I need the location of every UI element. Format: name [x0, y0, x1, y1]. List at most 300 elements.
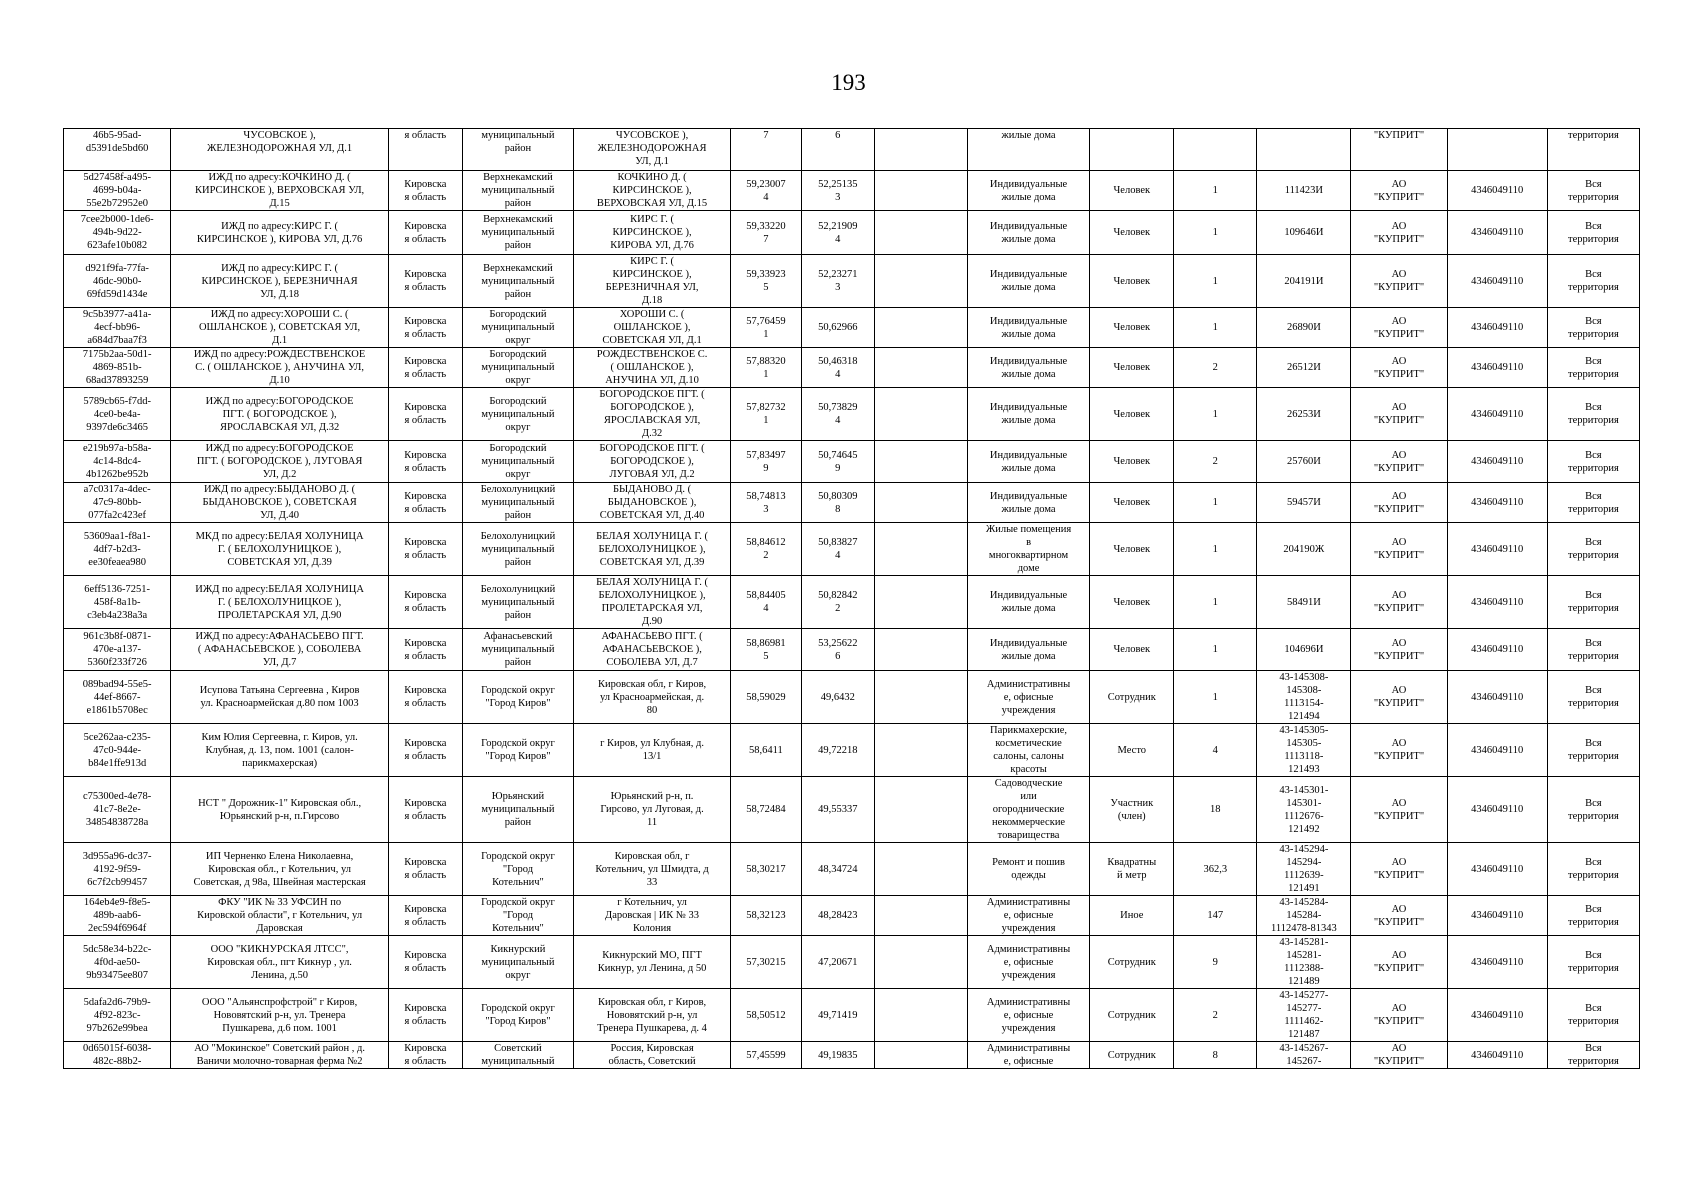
cell-longitude: 50,82842 2 — [801, 576, 874, 629]
cell-address: КОЧКИНО Д. ( КИРСИНСКОЕ ), ВЕРХОВСКАЯ УЛ, Д.15 — [574, 171, 731, 211]
cell-category: Жилые помещения в многоквартирном доме — [967, 523, 1089, 576]
table-row — [64, 441, 1640, 483]
cell-category: Индивидуальные жилые дома — [967, 211, 1089, 255]
cell-operator: АО "КУПРИТ" — [1351, 308, 1447, 348]
cell-municipality: Кикнурский муниципальный округ — [462, 936, 573, 989]
cell-registry-number: 43-145284- 145284- 1112478-81343 — [1257, 896, 1351, 936]
cell-inn: 4346049110 — [1447, 308, 1547, 348]
cell-zone: Вся территория — [1547, 441, 1639, 483]
cell-category: Административны е, офисные учреждения — [967, 936, 1089, 989]
cell-municipality: Белохолуницкий муниципальный район — [462, 523, 573, 576]
cell-category: Индивидуальные жилые дома — [967, 348, 1089, 388]
cell-municipality: Городской округ "Город Котельнич" — [462, 896, 573, 936]
cell-region: Кировска я область — [388, 629, 462, 671]
cell-address: Кировская обл, г Котельнич, ул Шмидта, д 33 — [574, 843, 731, 896]
cell-registry-number: 204191И — [1257, 255, 1351, 308]
cell-region: Кировска я область — [388, 523, 462, 576]
cell-municipality: Юрьянский муниципальный район — [462, 777, 573, 843]
cell-unit: Человек — [1090, 483, 1174, 523]
cell-municipality: Белохолуницкий муниципальный район — [462, 576, 573, 629]
cell-empty-col — [874, 211, 967, 255]
cell-quantity: 4 — [1174, 724, 1257, 777]
cell-unit: Человек — [1090, 388, 1174, 441]
cell-municipality: Советский муниципальный — [462, 1042, 573, 1069]
cell-inn — [1447, 129, 1547, 171]
cell-quantity: 362,3 — [1174, 843, 1257, 896]
cell-category: Административны е, офисные — [967, 1042, 1089, 1069]
cell-latitude: 58,30217 — [731, 843, 802, 896]
cell-inn: 4346049110 — [1447, 388, 1547, 441]
cell-name-address: ИЖД по адресу:БЕЛАЯ ХОЛУНИЦА Г. ( БЕЛОХОЛУНИЦКОЕ ), ПРОЛЕТАРСКАЯ УЛ, Д.90 — [171, 576, 389, 629]
table-row — [64, 576, 1640, 629]
cell-region: Кировска я область — [388, 936, 462, 989]
cell-operator: АО "КУПРИТ" — [1351, 724, 1447, 777]
table-row — [64, 843, 1640, 896]
cell-unit: Человек — [1090, 255, 1174, 308]
cell-empty-col — [874, 629, 967, 671]
cell-uuid: 3d955a96-dc37- 4192-9f59- 6c7f2cb99457 — [64, 843, 171, 896]
cell-name-address: ИП Черненко Елена Николаевна, Кировская обл., г Котельнич, ул Советская, д 98а, Швейная мастерская — [171, 843, 389, 896]
cell-unit: Человек — [1090, 441, 1174, 483]
cell-latitude: 7 — [731, 129, 802, 171]
cell-operator: АО "КУПРИТ" — [1351, 441, 1447, 483]
cell-quantity: 9 — [1174, 936, 1257, 989]
cell-address: ХОРОШИ С. ( ОШЛАНСКОЕ ), СОВЕТСКАЯ УЛ, Д.1 — [574, 308, 731, 348]
cell-municipality: Городской округ "Город Киров" — [462, 671, 573, 724]
cell-empty-col — [874, 255, 967, 308]
cell-municipality: муниципальный район — [462, 129, 573, 171]
cell-inn: 4346049110 — [1447, 441, 1547, 483]
cell-empty-col — [874, 777, 967, 843]
cell-unit: Человек — [1090, 308, 1174, 348]
cell-latitude: 57,82732 1 — [731, 388, 802, 441]
cell-name-address: Исупова Татьяна Сергеевна , Киров ул. Красноармейская д.80 пом 1003 — [171, 671, 389, 724]
cell-unit: Человек — [1090, 629, 1174, 671]
cell-address: БЕЛАЯ ХОЛУНИЦА Г. ( БЕЛОХОЛУНИЦКОЕ ), СОВЕТСКАЯ УЛ, Д.39 — [574, 523, 731, 576]
table-row — [64, 523, 1640, 576]
cell-zone: Вся территория — [1547, 989, 1639, 1042]
cell-latitude: 57,30215 — [731, 936, 802, 989]
cell-operator: АО "КУПРИТ" — [1351, 171, 1447, 211]
cell-region: Кировска я область — [388, 483, 462, 523]
cell-uuid: 5dafa2d6-79b9- 4f92-823c- 97b262e99bea — [64, 989, 171, 1042]
cell-inn: 4346049110 — [1447, 629, 1547, 671]
cell-longitude: 52,21909 4 — [801, 211, 874, 255]
cell-longitude: 49,71419 — [801, 989, 874, 1042]
cell-name-address: ИЖД по адресу:БЫДАНОВО Д. ( БЫДАНОВСКОЕ ), СОВЕТСКАЯ УЛ, Д.40 — [171, 483, 389, 523]
cell-operator: АО "КУПРИТ" — [1351, 388, 1447, 441]
cell-unit: Сотрудник — [1090, 989, 1174, 1042]
cell-latitude: 58,86981 5 — [731, 629, 802, 671]
cell-zone: Вся территория — [1547, 777, 1639, 843]
cell-unit: Сотрудник — [1090, 1042, 1174, 1069]
cell-quantity: 1 — [1174, 483, 1257, 523]
cell-longitude: 49,6432 — [801, 671, 874, 724]
cell-uuid: e219b97a-b58a- 4c14-8dc4- 4b1262be952b — [64, 441, 171, 483]
cell-registry-number: 43-145294- 145294- 1112639- 121491 — [1257, 843, 1351, 896]
cell-zone: Вся территория — [1547, 348, 1639, 388]
table-row — [64, 211, 1640, 255]
cell-zone: Вся территория — [1547, 896, 1639, 936]
cell-uuid: 0d65015f-6038- 482c-88b2- — [64, 1042, 171, 1069]
cell-empty-col — [874, 576, 967, 629]
cell-municipality: Городской округ "Город Котельнич" — [462, 843, 573, 896]
cell-category: Индивидуальные жилые дома — [967, 441, 1089, 483]
cell-inn: 4346049110 — [1447, 936, 1547, 989]
cell-uuid: 961c3b8f-0871- 470e-a137- 5360f233f726 — [64, 629, 171, 671]
cell-zone: Вся территория — [1547, 211, 1639, 255]
cell-registry-number — [1257, 129, 1351, 171]
cell-zone: Вся территория — [1547, 936, 1639, 989]
cell-operator: АО "КУПРИТ" — [1351, 348, 1447, 388]
waste-registry-table — [63, 128, 1640, 1069]
cell-unit: Человек — [1090, 523, 1174, 576]
cell-zone: Вся территория — [1547, 523, 1639, 576]
table-body — [64, 129, 1640, 1069]
cell-latitude: 58,50512 — [731, 989, 802, 1042]
cell-zone: Вся территория — [1547, 724, 1639, 777]
cell-region: Кировска я область — [388, 777, 462, 843]
cell-region: Кировска я область — [388, 1042, 462, 1069]
cell-longitude: 50,73829 4 — [801, 388, 874, 441]
table-row — [64, 348, 1640, 388]
cell-latitude: 58,6411 — [731, 724, 802, 777]
cell-registry-number: 59457И — [1257, 483, 1351, 523]
cell-address: Кировская обл, г Киров, Нововятский р-н, ул Тренера Пушкарева, д. 4 — [574, 989, 731, 1042]
cell-name-address: ЧУСОВСКОЕ ), ЖЕЛЕЗНОДОРОЖНАЯ УЛ, Д.1 — [171, 129, 389, 171]
cell-uuid: 7cee2b000-1de6- 494b-9d22- 623afe10b082 — [64, 211, 171, 255]
cell-inn: 4346049110 — [1447, 348, 1547, 388]
cell-inn: 4346049110 — [1447, 671, 1547, 724]
cell-unit: Место — [1090, 724, 1174, 777]
cell-name-address: ИЖД по адресу:БОГОРОДСКОЕ ПГТ. ( БОГОРОДСКОЕ ), ЛУГОВАЯ УЛ, Д.2 — [171, 441, 389, 483]
cell-latitude: 58,84612 2 — [731, 523, 802, 576]
cell-registry-number: 26890И — [1257, 308, 1351, 348]
cell-longitude: 50,83827 4 — [801, 523, 874, 576]
cell-registry-number: 111423И — [1257, 171, 1351, 211]
cell-empty-col — [874, 129, 967, 171]
cell-category: Индивидуальные жилые дома — [967, 255, 1089, 308]
cell-longitude: 6 — [801, 129, 874, 171]
cell-region: Кировска я область — [388, 671, 462, 724]
cell-name-address: ООО "КИКНУРСКАЯ ЛТСС", Кировская обл., пгт Кикнур , ул. Ленина, д.50 — [171, 936, 389, 989]
cell-category: Индивидуальные жилые дома — [967, 308, 1089, 348]
cell-inn: 4346049110 — [1447, 724, 1547, 777]
cell-registry-number: 43-145267- 145267- — [1257, 1042, 1351, 1069]
cell-zone: Вся территория — [1547, 671, 1639, 724]
cell-unit: Человек — [1090, 576, 1174, 629]
cell-municipality: Белохолуницкий муниципальный район — [462, 483, 573, 523]
cell-region: Кировска я область — [388, 843, 462, 896]
cell-address: КИРС Г. ( КИРСИНСКОЕ ), БЕРЕЗНИЧНАЯ УЛ, Д.18 — [574, 255, 731, 308]
cell-uuid: 5d27458f-a495- 4699-b04a- 55e2b72952e0 — [64, 171, 171, 211]
cell-latitude: 59,33220 7 — [731, 211, 802, 255]
cell-uuid: d921f9fa-77fa- 46dc-90b0- 69fd59d1434e — [64, 255, 171, 308]
cell-unit: Сотрудник — [1090, 936, 1174, 989]
cell-region: Кировска я область — [388, 308, 462, 348]
cell-zone: Вся территория — [1547, 1042, 1639, 1069]
cell-registry-number: 43-145301- 145301- 1112676- 121492 — [1257, 777, 1351, 843]
cell-quantity: 2 — [1174, 441, 1257, 483]
cell-region: Кировска я область — [388, 576, 462, 629]
cell-unit — [1090, 129, 1174, 171]
cell-category: Парикмахерские, косметические салоны, салоны красоты — [967, 724, 1089, 777]
cell-empty-col — [874, 843, 967, 896]
cell-inn: 4346049110 — [1447, 523, 1547, 576]
cell-empty-col — [874, 1042, 967, 1069]
cell-address: РОЖДЕСТВЕНСКОЕ С. ( ОШЛАНСКОЕ ), АНУЧИНА УЛ, Д.10 — [574, 348, 731, 388]
table-row — [64, 936, 1640, 989]
cell-name-address: Ким Юлия Сергеевна, г. Киров, ул. Клубная, д. 13, пом. 1001 (салон- парикмахерская) — [171, 724, 389, 777]
table-row — [64, 989, 1640, 1042]
cell-category: Индивидуальные жилые дома — [967, 171, 1089, 211]
page-number: 193 — [831, 70, 866, 95]
cell-registry-number: 58491И — [1257, 576, 1351, 629]
cell-uuid: 089bad94-55e5- 44ef-8667- e1861b5708ec — [64, 671, 171, 724]
cell-name-address: ИЖД по адресу:РОЖДЕСТВЕНСКОЕ С. ( ОШЛАНСКОЕ ), АНУЧИНА УЛ, Д.10 — [171, 348, 389, 388]
cell-operator: "КУПРИТ" — [1351, 129, 1447, 171]
cell-zone: Вся территория — [1547, 388, 1639, 441]
cell-quantity: 2 — [1174, 348, 1257, 388]
cell-inn: 4346049110 — [1447, 576, 1547, 629]
cell-quantity: 2 — [1174, 989, 1257, 1042]
cell-inn: 4346049110 — [1447, 989, 1547, 1042]
table-row — [64, 129, 1640, 171]
cell-longitude: 49,55337 — [801, 777, 874, 843]
cell-category: жилые дома — [967, 129, 1089, 171]
cell-inn: 4346049110 — [1447, 211, 1547, 255]
cell-inn: 4346049110 — [1447, 1042, 1547, 1069]
cell-region: Кировска я область — [388, 989, 462, 1042]
cell-address: г Котельнич, ул Даровская | ИК № 33 Колония — [574, 896, 731, 936]
cell-region: Кировска я область — [388, 388, 462, 441]
cell-category: Индивидуальные жилые дома — [967, 483, 1089, 523]
cell-operator: АО "КУПРИТ" — [1351, 629, 1447, 671]
cell-registry-number: 204190Ж — [1257, 523, 1351, 576]
cell-municipality: Богородский муниципальный округ — [462, 348, 573, 388]
cell-address: Кикнурский МО, ПГТ Кикнур, ул Ленина, д 50 — [574, 936, 731, 989]
cell-longitude: 50,62966 — [801, 308, 874, 348]
cell-uuid: 46b5-95ad- d5391de5bd60 — [64, 129, 171, 171]
cell-latitude: 58,72484 — [731, 777, 802, 843]
cell-region: Кировска я область — [388, 896, 462, 936]
cell-inn: 4346049110 — [1447, 896, 1547, 936]
cell-registry-number: 25760И — [1257, 441, 1351, 483]
cell-quantity: 1 — [1174, 671, 1257, 724]
cell-latitude: 58,59029 — [731, 671, 802, 724]
cell-name-address: ООО "Альянспрофстрой" г Киров, Нововятский р-н, ул. Тренера Пушкарева, д.6 пом. 1001 — [171, 989, 389, 1042]
cell-registry-number: 104696И — [1257, 629, 1351, 671]
cell-quantity: 1 — [1174, 523, 1257, 576]
cell-name-address: ИЖД по адресу:ХОРОШИ С. ( ОШЛАНСКОЕ ), СОВЕТСКАЯ УЛ, Д.1 — [171, 308, 389, 348]
cell-municipality: Богородский муниципальный округ — [462, 308, 573, 348]
cell-empty-col — [874, 388, 967, 441]
cell-unit: Человек — [1090, 171, 1174, 211]
cell-municipality: Верхнекамский муниципальный район — [462, 255, 573, 308]
table-row — [64, 629, 1640, 671]
cell-unit: Участник (член) — [1090, 777, 1174, 843]
table-row — [64, 1042, 1640, 1069]
table-row — [64, 308, 1640, 348]
cell-empty-col — [874, 989, 967, 1042]
cell-latitude: 58,32123 — [731, 896, 802, 936]
cell-uuid: 5ce262aa-c235- 47c0-944e- b84e1ffe913d — [64, 724, 171, 777]
cell-name-address: МКД по адресу:БЕЛАЯ ХОЛУНИЦА Г. ( БЕЛОХОЛУНИЦКОЕ ), СОВЕТСКАЯ УЛ, Д.39 — [171, 523, 389, 576]
cell-zone: Вся территория — [1547, 576, 1639, 629]
cell-operator: АО "КУПРИТ" — [1351, 896, 1447, 936]
cell-operator: АО "КУПРИТ" — [1351, 989, 1447, 1042]
cell-category: Административны е, офисные учреждения — [967, 671, 1089, 724]
cell-empty-col — [874, 348, 967, 388]
cell-uuid: 5789cb65-f7dd- 4ce0-be4a- 9397de6c3465 — [64, 388, 171, 441]
cell-region: я область — [388, 129, 462, 171]
table-row — [64, 255, 1640, 308]
cell-region: Кировска я область — [388, 171, 462, 211]
cell-zone: Вся территория — [1547, 483, 1639, 523]
cell-zone: Вся территория — [1547, 843, 1639, 896]
cell-uuid: 6eff5136-7251- 458f-8a1b- c3eb4a238a3a — [64, 576, 171, 629]
cell-longitude: 47,20671 — [801, 936, 874, 989]
cell-operator: АО "КУПРИТ" — [1351, 211, 1447, 255]
cell-name-address: ИЖД по адресу:АФАНАСЬЕВО ПГТ. ( АФАНАСЬЕВСКОЕ ), СОБОЛЕВА УЛ, Д.7 — [171, 629, 389, 671]
cell-longitude: 50,80309 8 — [801, 483, 874, 523]
cell-registry-number: 43-145305- 145305- 1113118- 121493 — [1257, 724, 1351, 777]
cell-municipality: Городской округ "Город Киров" — [462, 724, 573, 777]
cell-latitude: 59,33923 5 — [731, 255, 802, 308]
cell-quantity: 18 — [1174, 777, 1257, 843]
cell-zone: Вся территория — [1547, 308, 1639, 348]
cell-operator: АО "КУПРИТ" — [1351, 777, 1447, 843]
cell-latitude: 58,74813 3 — [731, 483, 802, 523]
cell-empty-col — [874, 171, 967, 211]
cell-municipality: Богородский муниципальный округ — [462, 388, 573, 441]
cell-quantity: 1 — [1174, 308, 1257, 348]
cell-region: Кировска я область — [388, 211, 462, 255]
cell-address: БЫДАНОВО Д. ( БЫДАНОВСКОЕ ), СОВЕТСКАЯ УЛ, Д.40 — [574, 483, 731, 523]
cell-uuid: 5dc58e34-b22c- 4f0d-ae50- 9b93475ee807 — [64, 936, 171, 989]
cell-unit: Сотрудник — [1090, 671, 1174, 724]
cell-latitude: 57,76459 1 — [731, 308, 802, 348]
cell-operator: АО "КУПРИТ" — [1351, 1042, 1447, 1069]
cell-municipality: Городской округ "Город Киров" — [462, 989, 573, 1042]
cell-registry-number: 43-145277- 145277- 1111462- 121487 — [1257, 989, 1351, 1042]
cell-address: г Киров, ул Клубная, д. 13/1 — [574, 724, 731, 777]
cell-category: Индивидуальные жилые дома — [967, 629, 1089, 671]
cell-inn: 4346049110 — [1447, 843, 1547, 896]
table-row — [64, 724, 1640, 777]
cell-unit: Квадратны й метр — [1090, 843, 1174, 896]
cell-region: Кировска я область — [388, 724, 462, 777]
cell-address: Кировская обл, г Киров, ул Красноармейская, д. 80 — [574, 671, 731, 724]
cell-operator: АО "КУПРИТ" — [1351, 576, 1447, 629]
cell-registry-number: 43-145308- 145308- 1113154- 121494 — [1257, 671, 1351, 724]
cell-registry-number: 109646И — [1257, 211, 1351, 255]
cell-empty-col — [874, 483, 967, 523]
cell-zone: территория — [1547, 129, 1639, 171]
cell-name-address: ФКУ "ИК № 33 УФСИН по Кировской области", г Котельнич, ул Даровская — [171, 896, 389, 936]
cell-quantity: 1 — [1174, 629, 1257, 671]
table-row — [64, 388, 1640, 441]
cell-quantity: 1 — [1174, 576, 1257, 629]
cell-name-address: ИЖД по адресу:КОЧКИНО Д. ( КИРСИНСКОЕ ), ВЕРХОВСКАЯ УЛ, Д.15 — [171, 171, 389, 211]
cell-longitude: 52,25135 3 — [801, 171, 874, 211]
cell-inn: 4346049110 — [1447, 777, 1547, 843]
cell-category: Индивидуальные жилые дома — [967, 576, 1089, 629]
cell-zone: Вся территория — [1547, 171, 1639, 211]
cell-latitude: 59,23007 4 — [731, 171, 802, 211]
cell-address: БОГОРОДСКОЕ ПГТ. ( БОГОРОДСКОЕ ), ЯРОСЛАВСКАЯ УЛ, Д.32 — [574, 388, 731, 441]
cell-address: Россия, Кировская область, Советский — [574, 1042, 731, 1069]
cell-latitude: 58,84405 4 — [731, 576, 802, 629]
cell-name-address: АО "Мокинское" Советский район , д. Ваничи молочно-товарная ферма №2 — [171, 1042, 389, 1069]
cell-municipality: Богородский муниципальный округ — [462, 441, 573, 483]
cell-registry-number: 43-145281- 145281- 1112388- 121489 — [1257, 936, 1351, 989]
cell-longitude: 50,46318 4 — [801, 348, 874, 388]
cell-name-address: ИЖД по адресу:КИРС Г. ( КИРСИНСКОЕ ), БЕРЕЗНИЧНАЯ УЛ, Д.18 — [171, 255, 389, 308]
cell-address: АФАНАСЬЕВО ПГТ. ( АФАНАСЬЕВСКОЕ ), СОБОЛЕВА УЛ, Д.7 — [574, 629, 731, 671]
cell-name-address: ИЖД по адресу:БОГОРОДСКОЕ ПГТ. ( БОГОРОДСКОЕ ), ЯРОСЛАВСКАЯ УЛ, Д.32 — [171, 388, 389, 441]
cell-municipality: Верхнекамский муниципальный район — [462, 171, 573, 211]
cell-uuid: 164eb4e9-f8e5- 489b-aab6- 2ec594f6964f — [64, 896, 171, 936]
cell-empty-col — [874, 441, 967, 483]
cell-empty-col — [874, 936, 967, 989]
cell-uuid: 9c5b3977-a41a- 4ecf-bb96- a684d7baa7f3 — [64, 308, 171, 348]
cell-category: Садоводческие или огороднические некоммерческие товарищества — [967, 777, 1089, 843]
cell-operator: АО "КУПРИТ" — [1351, 843, 1447, 896]
cell-unit: Иное — [1090, 896, 1174, 936]
cell-uuid: 7175b2aa-50d1- 4869-851b- 68ad37893259 — [64, 348, 171, 388]
cell-longitude: 50,74645 9 — [801, 441, 874, 483]
table-row — [64, 483, 1640, 523]
cell-empty-col — [874, 308, 967, 348]
cell-longitude: 49,72218 — [801, 724, 874, 777]
cell-address: КИРС Г. ( КИРСИНСКОЕ ), КИРОВА УЛ, Д.76 — [574, 211, 731, 255]
cell-longitude: 52,23271 3 — [801, 255, 874, 308]
cell-inn: 4346049110 — [1447, 483, 1547, 523]
cell-quantity: 1 — [1174, 171, 1257, 211]
cell-address: ЧУСОВСКОЕ ), ЖЕЛЕЗНОДОРОЖНАЯ УЛ, Д.1 — [574, 129, 731, 171]
cell-quantity: 147 — [1174, 896, 1257, 936]
cell-longitude: 48,28423 — [801, 896, 874, 936]
cell-empty-col — [874, 671, 967, 724]
cell-municipality: Афанасьевский муниципальный район — [462, 629, 573, 671]
cell-inn: 4346049110 — [1447, 171, 1547, 211]
cell-category: Административны е, офисные учреждения — [967, 896, 1089, 936]
cell-empty-col — [874, 896, 967, 936]
cell-registry-number: 26512И — [1257, 348, 1351, 388]
cell-address: БЕЛАЯ ХОЛУНИЦА Г. ( БЕЛОХОЛУНИЦКОЕ ), ПРОЛЕТАРСКАЯ УЛ, Д.90 — [574, 576, 731, 629]
cell-uuid: 53609aa1-f8a1- 4df7-b2d3- ee30feaea980 — [64, 523, 171, 576]
cell-uuid: a7c0317a-4dec- 47c9-80bb- 077fa2c423ef — [64, 483, 171, 523]
cell-region: Кировска я область — [388, 255, 462, 308]
cell-quantity: 1 — [1174, 388, 1257, 441]
cell-category: Ремонт и пошив одежды — [967, 843, 1089, 896]
cell-registry-number: 26253И — [1257, 388, 1351, 441]
table-row — [64, 171, 1640, 211]
cell-operator: АО "КУПРИТ" — [1351, 936, 1447, 989]
cell-uuid: c75300ed-4e78- 41c7-8e2e- 34854838728a — [64, 777, 171, 843]
cell-empty-col — [874, 724, 967, 777]
cell-municipality: Верхнекамский муниципальный район — [462, 211, 573, 255]
cell-unit: Человек — [1090, 348, 1174, 388]
cell-latitude: 57,83497 9 — [731, 441, 802, 483]
cell-zone: Вся территория — [1547, 255, 1639, 308]
cell-latitude: 57,88320 1 — [731, 348, 802, 388]
cell-quantity: 1 — [1174, 255, 1257, 308]
cell-address: Юрьянский р-н, п. Гирсово, ул Луговая, д. 11 — [574, 777, 731, 843]
cell-category: Административны е, офисные учреждения — [967, 989, 1089, 1042]
cell-category: Индивидуальные жилые дома — [967, 388, 1089, 441]
